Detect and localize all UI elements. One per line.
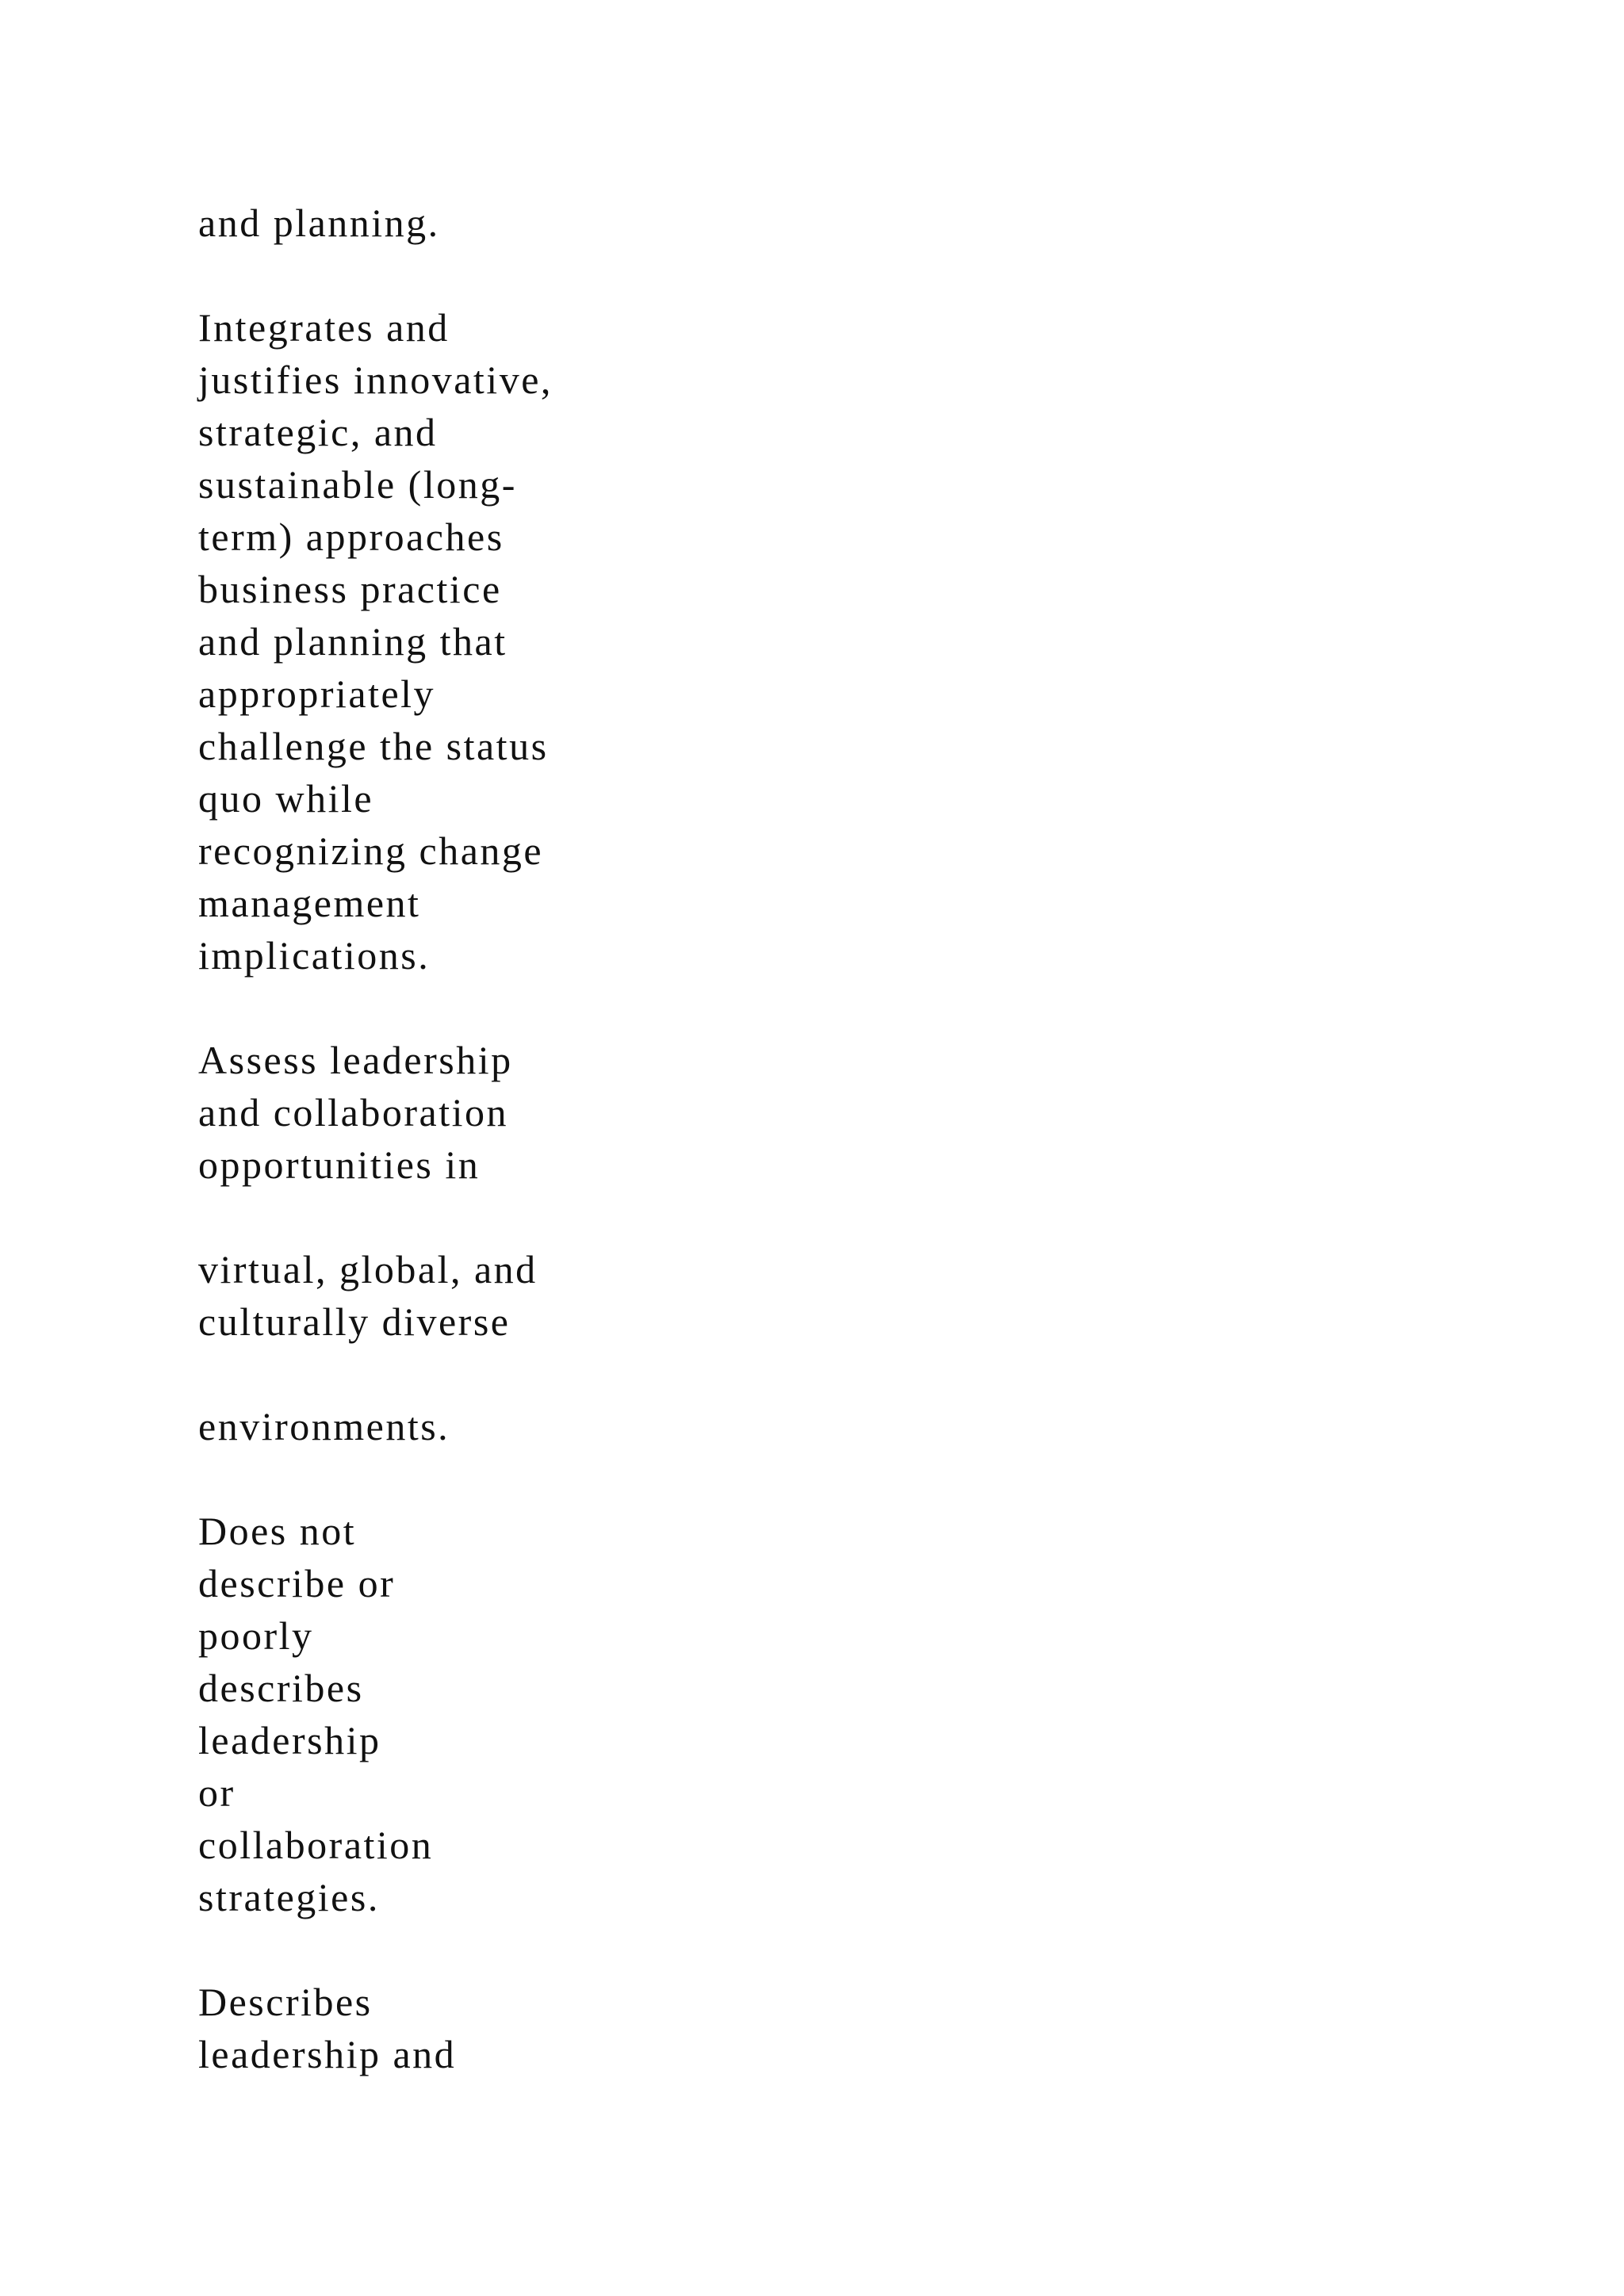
text-line: and collaboration [198,1090,508,1135]
text-line: and planning. [198,201,440,245]
text-line: describes [198,1666,364,1710]
text-line: culturally diverse [198,1299,511,1344]
text-line: leadership and [198,2032,457,2076]
paragraph-2 [198,301,912,982]
paragraph-7 [198,1976,912,2080]
text-line: or [198,1770,236,1815]
text-line: management [198,881,421,925]
text-line: Does not [198,1509,357,1553]
text-line: poorly [198,1613,314,1658]
text-line: describe or [198,1561,396,1605]
text-line: opportunities in [198,1142,481,1187]
paragraph-gap [198,1923,912,1976]
text-line: challenge the status [198,724,549,768]
paragraph-gap [198,982,912,1034]
text-line: Describes [198,1980,373,2024]
text-line: environments. [198,1404,450,1448]
paragraph-gap [198,1452,912,1505]
text-line: collaboration [198,1823,434,1867]
paragraph-gap [198,1191,912,1243]
text-line: term) approaches [198,515,504,559]
text-line: sustainable (long- [198,462,517,507]
document-body [198,197,912,2080]
paragraph-4 [198,1243,912,1348]
text-line: Assess leadership [198,1038,513,1082]
text-line: strategic, and [198,410,438,454]
paragraph-1 [198,197,912,249]
text-line: and planning that [198,619,508,664]
paragraph-gap [198,249,912,301]
paragraph-3 [198,1034,912,1191]
text-line: appropriately [198,672,436,716]
text-line: leadership [198,1718,381,1762]
text-line: quo while [198,776,374,821]
text-line: virtual, global, and [198,1247,538,1292]
text-line: implications. [198,933,431,978]
text-line: strategies. [198,1875,380,1919]
text-line: business practice [198,567,502,611]
text-line: recognizing change [198,828,544,873]
paragraph-5 [198,1400,912,1452]
paragraph-6 [198,1505,912,1923]
text-line: Integrates and [198,305,450,350]
text-line: justifies innovative, [198,358,553,402]
paragraph-gap [198,1348,912,1400]
